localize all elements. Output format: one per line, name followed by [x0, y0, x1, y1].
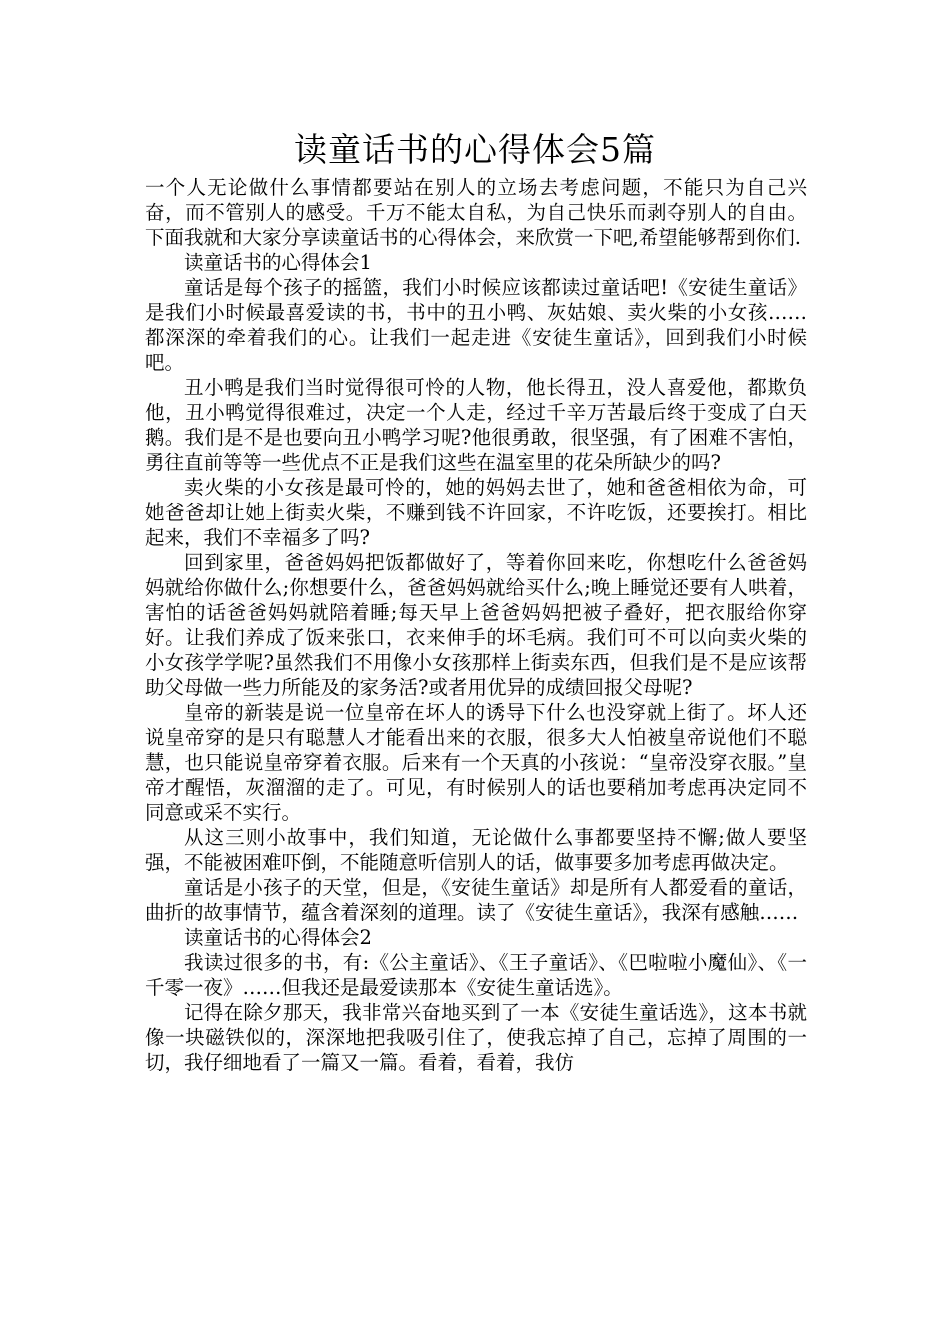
body-paragraph: 丑小鸭是我们当时觉得很可怜的人物，他长得丑，没人喜爱他，都欺负他，丑小鸭觉得很难过，决定一个人走，经过千辛万苦最后终于变成了白天鹅。我们是不是也要向丑小鸭学习呢?他很勇敢，很坚强，有了困难不害怕，勇往直前等等一些优点不正是我们这些在温室里的花朵所缺少的吗?	[145, 376, 807, 474]
body-paragraph: 我读过很多的书，有:《公主童话》、《王子童话》、《巴啦啦小魔仙》、《一千零一夜》……但我还是最爱读那本《安徒生童话选》。	[145, 951, 807, 999]
document-body	[145, 175, 807, 1075]
section-heading-2: 读童话书的心得体会2	[184, 926, 372, 949]
section-heading-1: 读童话书的心得体会1	[184, 251, 372, 274]
body-paragraph: 卖火柴的小女孩是最可怜的，她的妈妈去世了，她和爸爸相依为命，可她爸爸却让她上街卖火柴，不赚到钱不许回家，不许吃饭，还要挨打。相比起来，我们不幸福多了吗?	[145, 476, 807, 549]
document-title: 读童话书的心得体会5篇	[294, 130, 656, 169]
body-paragraph: 童话是小孩子的天堂，但是，《安徒生童话》却是所有人都爱看的童话，曲折的故事情节，蕴含着深刻的道理。读了《安徒生童话》，我深有感触……	[145, 876, 807, 924]
body-paragraph: 童话是每个孩子的摇篮，我们小时候应该都读过童话吧!《安徒生童话》是我们小时候最喜爱读的书，书中的丑小鸭、灰姑娘、卖火柴的小女孩……都深深的牵着我们的心。让我们一起走进《安徒生童话》，回到我们小时候吧。	[145, 276, 807, 374]
intro-paragraph: 一个人无论做什么事情都要站在别人的立场去考虑问题，不能只为自己兴奋，而不管别人的感受。千万不能太自私，为自己快乐而剥夺别人的自由。下面我就和大家分享读童话书的心得体会，来欣赏一下吧,希望能够帮到你们.	[145, 176, 807, 249]
body-paragraph: 回到家里，爸爸妈妈把饭都做好了，等着你回来吃，你想吃什么爸爸妈妈就给你做什么;你想要什么，爸爸妈妈就给买什么;晚上睡觉还要有人哄着，害怕的话爸爸妈妈就陪着睡;每天早上爸爸妈妈把被子叠好，把衣服给你穿好。让我们养成了饭来张口，衣来伸手的坏毛病。我们可不可以向卖火柴的小女孩学学呢?虽然我们不用像小女孩那样上街卖东西，但我们是不是应该帮助父母做一些力所能及的家务活?或者用优异的成绩回报父母呢?	[145, 551, 807, 699]
body-paragraph: 从这三则小故事中，我们知道，无论做什么事都要坚持不懈;做人要坚强，不能被困难吓倒，不能随意听信别人的话，做事要多加考虑再做决定。	[145, 826, 807, 874]
body-paragraph: 皇帝的新装是说一位皇帝在坏人的诱导下什么也没穿就上街了。坏人还说皇帝穿的是只有聪慧人才能看出来的衣服，很多大人怕被皇帝说他们不聪慧，也只能说皇帝穿着衣服。后来有一个天真的小孩说：“皇帝没穿衣服。”皇帝才醒悟，灰溜溜的走了。可见，有时候别人的话也要稍加考虑再决定同不同意或采不实行。	[145, 701, 807, 824]
body-paragraph: 记得在除夕那天，我非常兴奋地买到了一本《安徒生童话选》，这本书就像一块磁铁似的，深深地把我吸引住了，使我忘掉了自己，忘掉了周围的一切，我仔细地看了一篇又一篇。看着，看着，我仿	[145, 1001, 807, 1074]
